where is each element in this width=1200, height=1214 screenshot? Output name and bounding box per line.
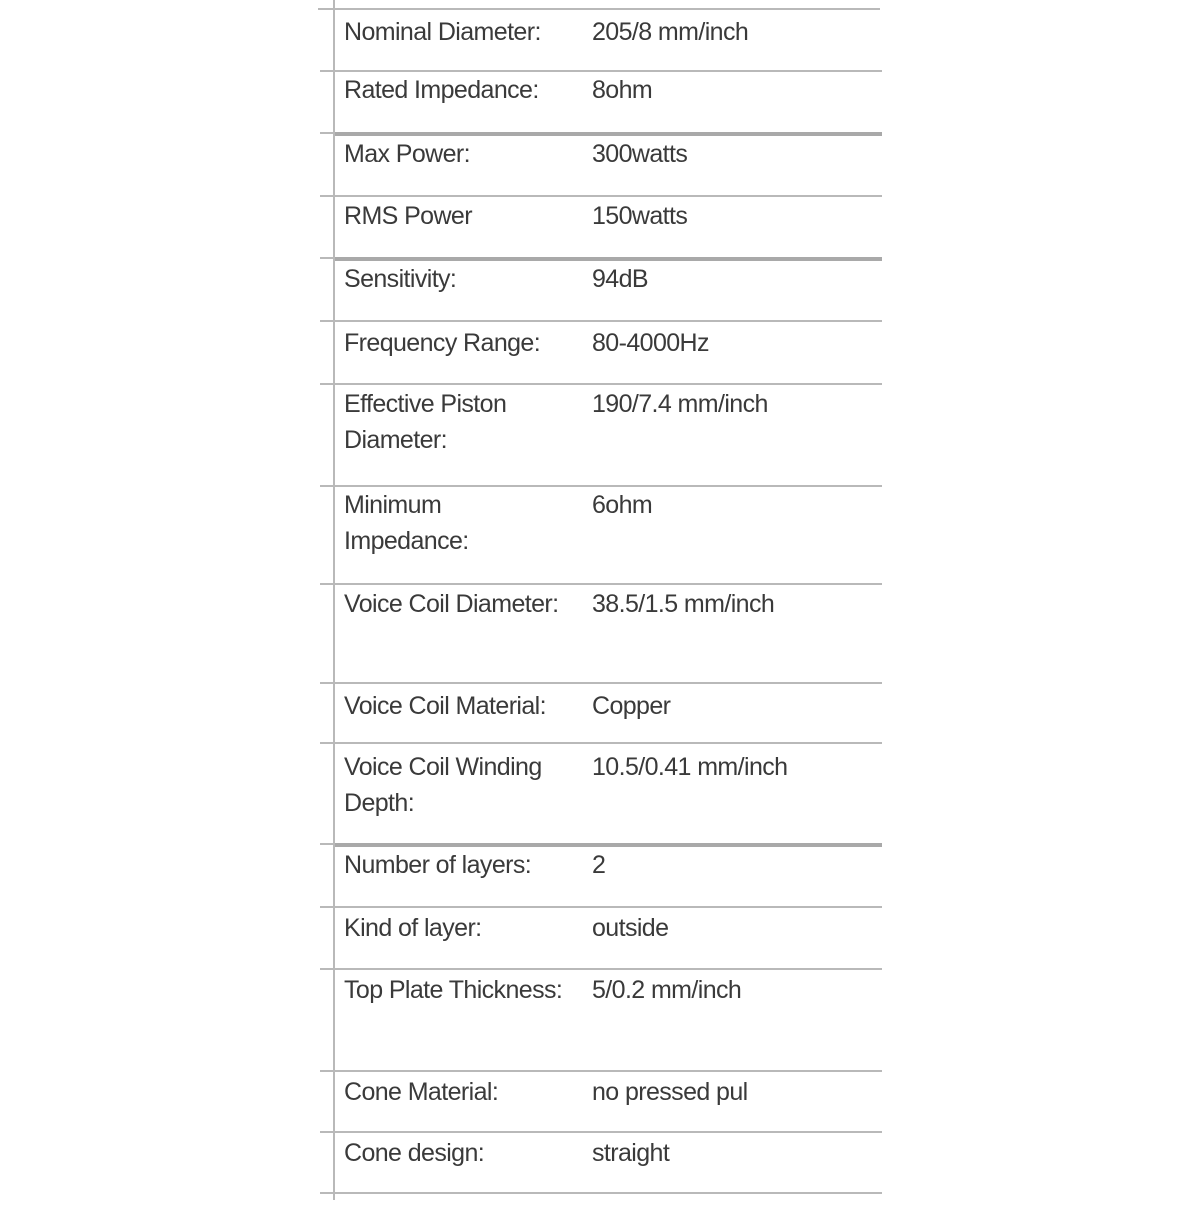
row-divider-tick (320, 906, 335, 908)
specifications-table (333, 0, 882, 1200)
spec-label: Nominal Diameter: (344, 18, 541, 46)
spec-value: 190/7.4 mm/inch (592, 390, 768, 418)
spec-row-minimum-impedance (335, 487, 882, 585)
spec-value: 300watts (592, 140, 688, 168)
spec-row-rated-impedance (335, 72, 882, 136)
spec-row-max-power (335, 136, 882, 197)
row-divider-tick (320, 70, 335, 72)
spec-label: Cone design: (344, 1139, 485, 1167)
row-divider-tick (320, 1192, 335, 1194)
spec-value: 80-4000Hz (592, 329, 709, 357)
row-divider-tick (320, 843, 335, 845)
spec-label: Voice Coil Diameter: (344, 590, 559, 618)
spec-value: 38.5/1.5 mm/inch (592, 590, 775, 618)
spec-row-cut-off (335, 1194, 882, 1214)
spec-label: Number of layers: (344, 851, 532, 879)
spec-value: 8ohm (592, 76, 653, 104)
spec-row-voice-coil-diameter (335, 585, 882, 684)
spec-label: Max Power: (344, 140, 470, 168)
spec-row-number-of-layers (335, 847, 882, 908)
spec-row-top-plate-thickness (335, 970, 882, 1072)
row-divider-tick (320, 583, 335, 585)
spec-row-kind-of-layer (335, 908, 882, 970)
spec-row-nominal-diameter (335, 10, 882, 72)
spec-label: Top Plate Thickness: (344, 976, 563, 1004)
row-divider-tick (320, 320, 335, 322)
row-divider-tick (320, 485, 335, 487)
row-divider-tick (320, 383, 335, 385)
spec-row-frequency-range (335, 322, 882, 385)
spec-value: 5/0.2 mm/inch (592, 976, 742, 1004)
spec-label: Voice Coil Material: (344, 692, 546, 720)
spec-row-cone-material (335, 1072, 882, 1133)
spec-label: Minimum Impedance: (344, 491, 469, 555)
spec-label: RMS Power (344, 202, 472, 230)
spec-value: 2 (592, 851, 606, 879)
spec-value: Copper (592, 692, 671, 720)
spec-value: no pressed pul (592, 1078, 748, 1106)
row-divider-tick (320, 1070, 335, 1072)
row-divider-tick (320, 1131, 335, 1133)
spec-value: straight (592, 1139, 670, 1167)
spec-label: Voice Coil Winding Depth: (344, 753, 542, 817)
row-divider-tick (320, 195, 335, 197)
spec-row-voice-coil-winding-depth (335, 744, 882, 847)
spec-row-cone-design (335, 1133, 882, 1194)
row-divider-tick (320, 682, 335, 684)
spec-label: Effective Piston Diameter: (344, 390, 507, 454)
spec-value: 205/8 mm/inch (592, 18, 749, 46)
spec-value: 94dB (592, 265, 648, 293)
spec-row-effective-piston-diameter (335, 385, 882, 487)
spec-value: 150watts (592, 202, 688, 230)
spec-value: outside (592, 914, 669, 942)
spec-label: Rated Impedance: (344, 76, 539, 104)
spec-label: Kind of layer: (344, 914, 482, 942)
spec-value: 6ohm (592, 491, 653, 519)
spec-label: Frequency Range: (344, 329, 541, 357)
spec-row-voice-coil-material (335, 684, 882, 744)
spec-row-rms-power (335, 197, 882, 261)
row-divider-tick (320, 257, 335, 259)
row-divider-tick (320, 132, 335, 134)
row-divider-tick (320, 968, 335, 970)
spec-label: Cone Material: (344, 1078, 499, 1106)
spec-row-sensitivity (335, 261, 882, 322)
spec-value: 10.5/0.41 mm/inch (592, 753, 788, 781)
row-divider-tick (320, 742, 335, 744)
spec-label: Sensitivity: (344, 265, 457, 293)
